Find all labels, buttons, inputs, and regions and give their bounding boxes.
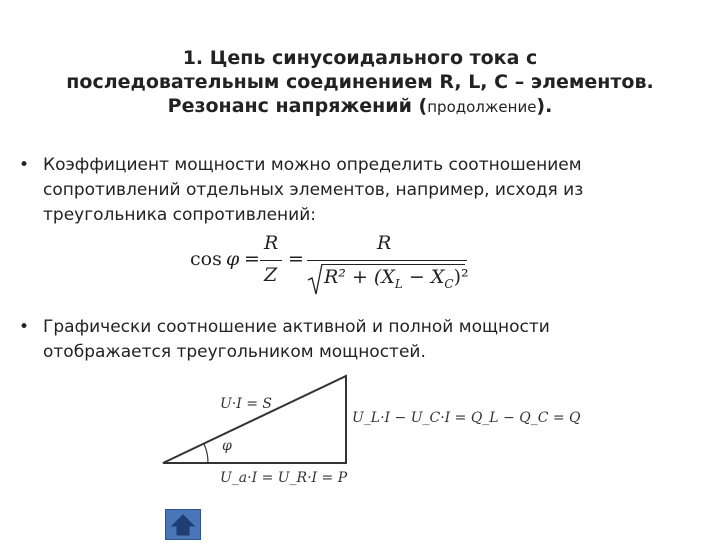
xl-subscript: L — [394, 276, 403, 291]
bullet-1-line-3: треугольника сопротивлений: — [43, 205, 316, 225]
formula-eq-2: = — [288, 248, 304, 270]
base-label: U_a·I = U_R·I = P — [220, 470, 348, 486]
bullet-2-line-1: Графически соотношение активной и полной мощности — [43, 317, 550, 337]
den-tail: )² — [453, 266, 469, 288]
title-line-3-end: ). — [536, 95, 553, 117]
power-factor-formula — [190, 226, 480, 298]
title-line-3-main: Резонанс напряжений ( — [167, 95, 428, 117]
bullet-1-line-1: Коэффициент мощности можно определить соотношением — [43, 155, 582, 175]
bullet-power-factor — [19, 153, 643, 228]
formula-denominator — [324, 266, 469, 291]
power-triangle-diagram — [150, 368, 581, 498]
bullet-marker: • — [19, 155, 30, 175]
title-line-1: 1. Цепь синусоидального тока с — [182, 47, 538, 69]
vertical-side-label: U_L·I − U_C·I = Q_L − Q_C = Q — [352, 410, 581, 426]
title-line-3 — [0, 94, 720, 119]
angle-label: φ — [222, 438, 232, 454]
formula-denominator-z: Z — [264, 264, 278, 286]
power-triangle-svg — [150, 368, 570, 498]
slide-title — [0, 46, 720, 119]
formula-cos: cos — [190, 248, 222, 270]
xc-subscript: C — [444, 276, 454, 291]
fraction-line-1 — [260, 260, 282, 261]
sqrt-overline — [322, 264, 465, 265]
formula-numerator-r: R — [264, 232, 279, 254]
formula-numerator-r2: R — [377, 232, 392, 254]
bullet-power-triangle — [19, 315, 643, 365]
fraction-line-2 — [307, 260, 467, 261]
hypotenuse-label: U·I = S — [220, 396, 273, 412]
formula-eq-1: = — [244, 248, 260, 270]
den-mid: − X — [402, 266, 445, 288]
angle-arc — [204, 444, 208, 463]
bullet-marker-2: • — [19, 317, 30, 337]
sqrt-radical-icon — [307, 262, 323, 296]
home-button[interactable] — [165, 509, 201, 540]
bullet-1-line-2: сопротивлений отдельных элементов, например, исходя из — [43, 180, 584, 200]
home-icon — [166, 510, 200, 539]
formula-phi: φ — [226, 248, 240, 270]
triangle-shape — [163, 376, 346, 463]
title-line-3-small: продолжение — [427, 98, 537, 116]
den-main: R² + (X — [324, 266, 395, 288]
bullet-2-line-2: отображается треугольником мощностей. — [43, 342, 426, 362]
title-line-2: последовательным соединением R, L, C – элементов. — [66, 71, 654, 93]
